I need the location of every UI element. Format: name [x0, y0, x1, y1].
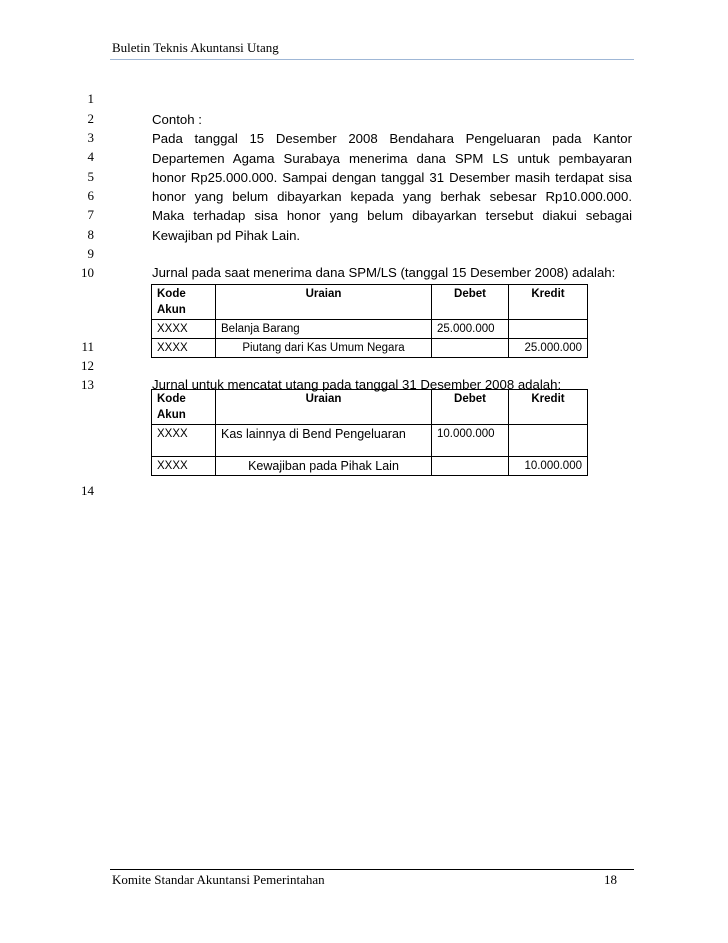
line-number: 12	[81, 358, 94, 373]
column-header-debet: Debet	[432, 390, 509, 425]
column-header-kode: Kode Akun	[152, 390, 216, 425]
footer-organization: Komite Standar Akuntansi Pemerintahan	[112, 872, 325, 887]
table-row	[152, 457, 588, 476]
example-heading: Contoh :	[152, 112, 202, 127]
line-number: 8	[87, 227, 94, 242]
journal-1-caption: Jurnal pada saat menerima dana SPM/LS (tanggal 15 Desember 2008) adalah:	[152, 265, 616, 280]
line-number: 5	[87, 169, 94, 184]
line-number: 2	[87, 111, 94, 126]
paragraph-line: honor Rp25.000.000. Sampai dengan tanggal 31 Desember masih terdapat sisa	[152, 169, 632, 185]
line-number: 3	[87, 130, 94, 145]
paragraph-line: honor yang belum dibayarkan kepada yang berhak sebesar Rp10.000.000.	[152, 189, 632, 205]
cell-uraian: Belanja Barang	[216, 320, 432, 339]
cell-debet: 10.000.000	[432, 425, 509, 457]
paragraph-line: Pada tanggal 15 Desember 2008 Bendahara Pengeluaran pada Kantor	[152, 131, 632, 147]
table-header-row	[152, 285, 588, 320]
line-number: 11	[81, 339, 94, 354]
line-number: 7	[87, 207, 94, 222]
cell-uraian: Kewajiban pada Pihak Lain	[216, 457, 432, 476]
table-row	[152, 339, 588, 358]
cell-kode: XXXX	[152, 457, 216, 476]
column-header-kredit: Kredit	[509, 285, 588, 320]
table-header-row	[152, 390, 588, 425]
column-header-kode: Kode Akun	[152, 285, 216, 320]
cell-kredit	[509, 320, 588, 339]
cell-debet	[432, 339, 509, 358]
cell-kredit: 25.000.000	[509, 339, 588, 358]
cell-uraian: Kas lainnya di Bend Pengeluaran	[216, 425, 432, 457]
footer-divider	[110, 869, 634, 870]
journal-2-table	[151, 389, 588, 476]
line-number: 1	[87, 91, 94, 106]
cell-debet	[432, 457, 509, 476]
column-header-debet: Debet	[432, 285, 509, 320]
paragraph-line: Maka terhadap sisa honor yang belum dibayarkan tersebut diakui sebagai	[152, 208, 632, 224]
paragraph-line: Departemen Agama Surabaya menerima dana SPM LS untuk pembayaran	[152, 150, 632, 166]
line-number: 9	[87, 246, 94, 261]
cell-kredit: 10.000.000	[509, 457, 588, 476]
journal-2-caption: Jurnal untuk mencatat utang pada tanggal 31 Desember 2008 adalah:	[152, 377, 562, 392]
cell-kode: XXXX	[152, 339, 216, 358]
cell-kode: XXXX	[152, 320, 216, 339]
line-number: 10	[81, 265, 94, 280]
example-paragraph	[152, 110, 632, 245]
table-row	[152, 425, 588, 457]
line-number: 14	[81, 483, 94, 498]
table-row	[152, 320, 588, 339]
header-title: Buletin Teknis Akuntansi Utang	[112, 40, 279, 55]
column-header-uraian: Uraian	[216, 390, 432, 425]
header-divider	[110, 59, 634, 60]
page-number: 18	[604, 872, 617, 887]
paragraph-line: Kewajiban pd Pihak Lain.	[152, 227, 301, 243]
cell-kredit	[509, 425, 588, 457]
line-number: 6	[87, 188, 94, 203]
line-number: 13	[81, 377, 94, 392]
column-header-kredit: Kredit	[509, 390, 588, 425]
line-number: 4	[87, 149, 94, 164]
cell-debet: 25.000.000	[432, 320, 509, 339]
column-header-uraian: Uraian	[216, 285, 432, 320]
cell-uraian: Piutang dari Kas Umum Negara	[216, 339, 432, 358]
journal-1-table	[151, 284, 588, 358]
cell-kode: XXXX	[152, 425, 216, 457]
